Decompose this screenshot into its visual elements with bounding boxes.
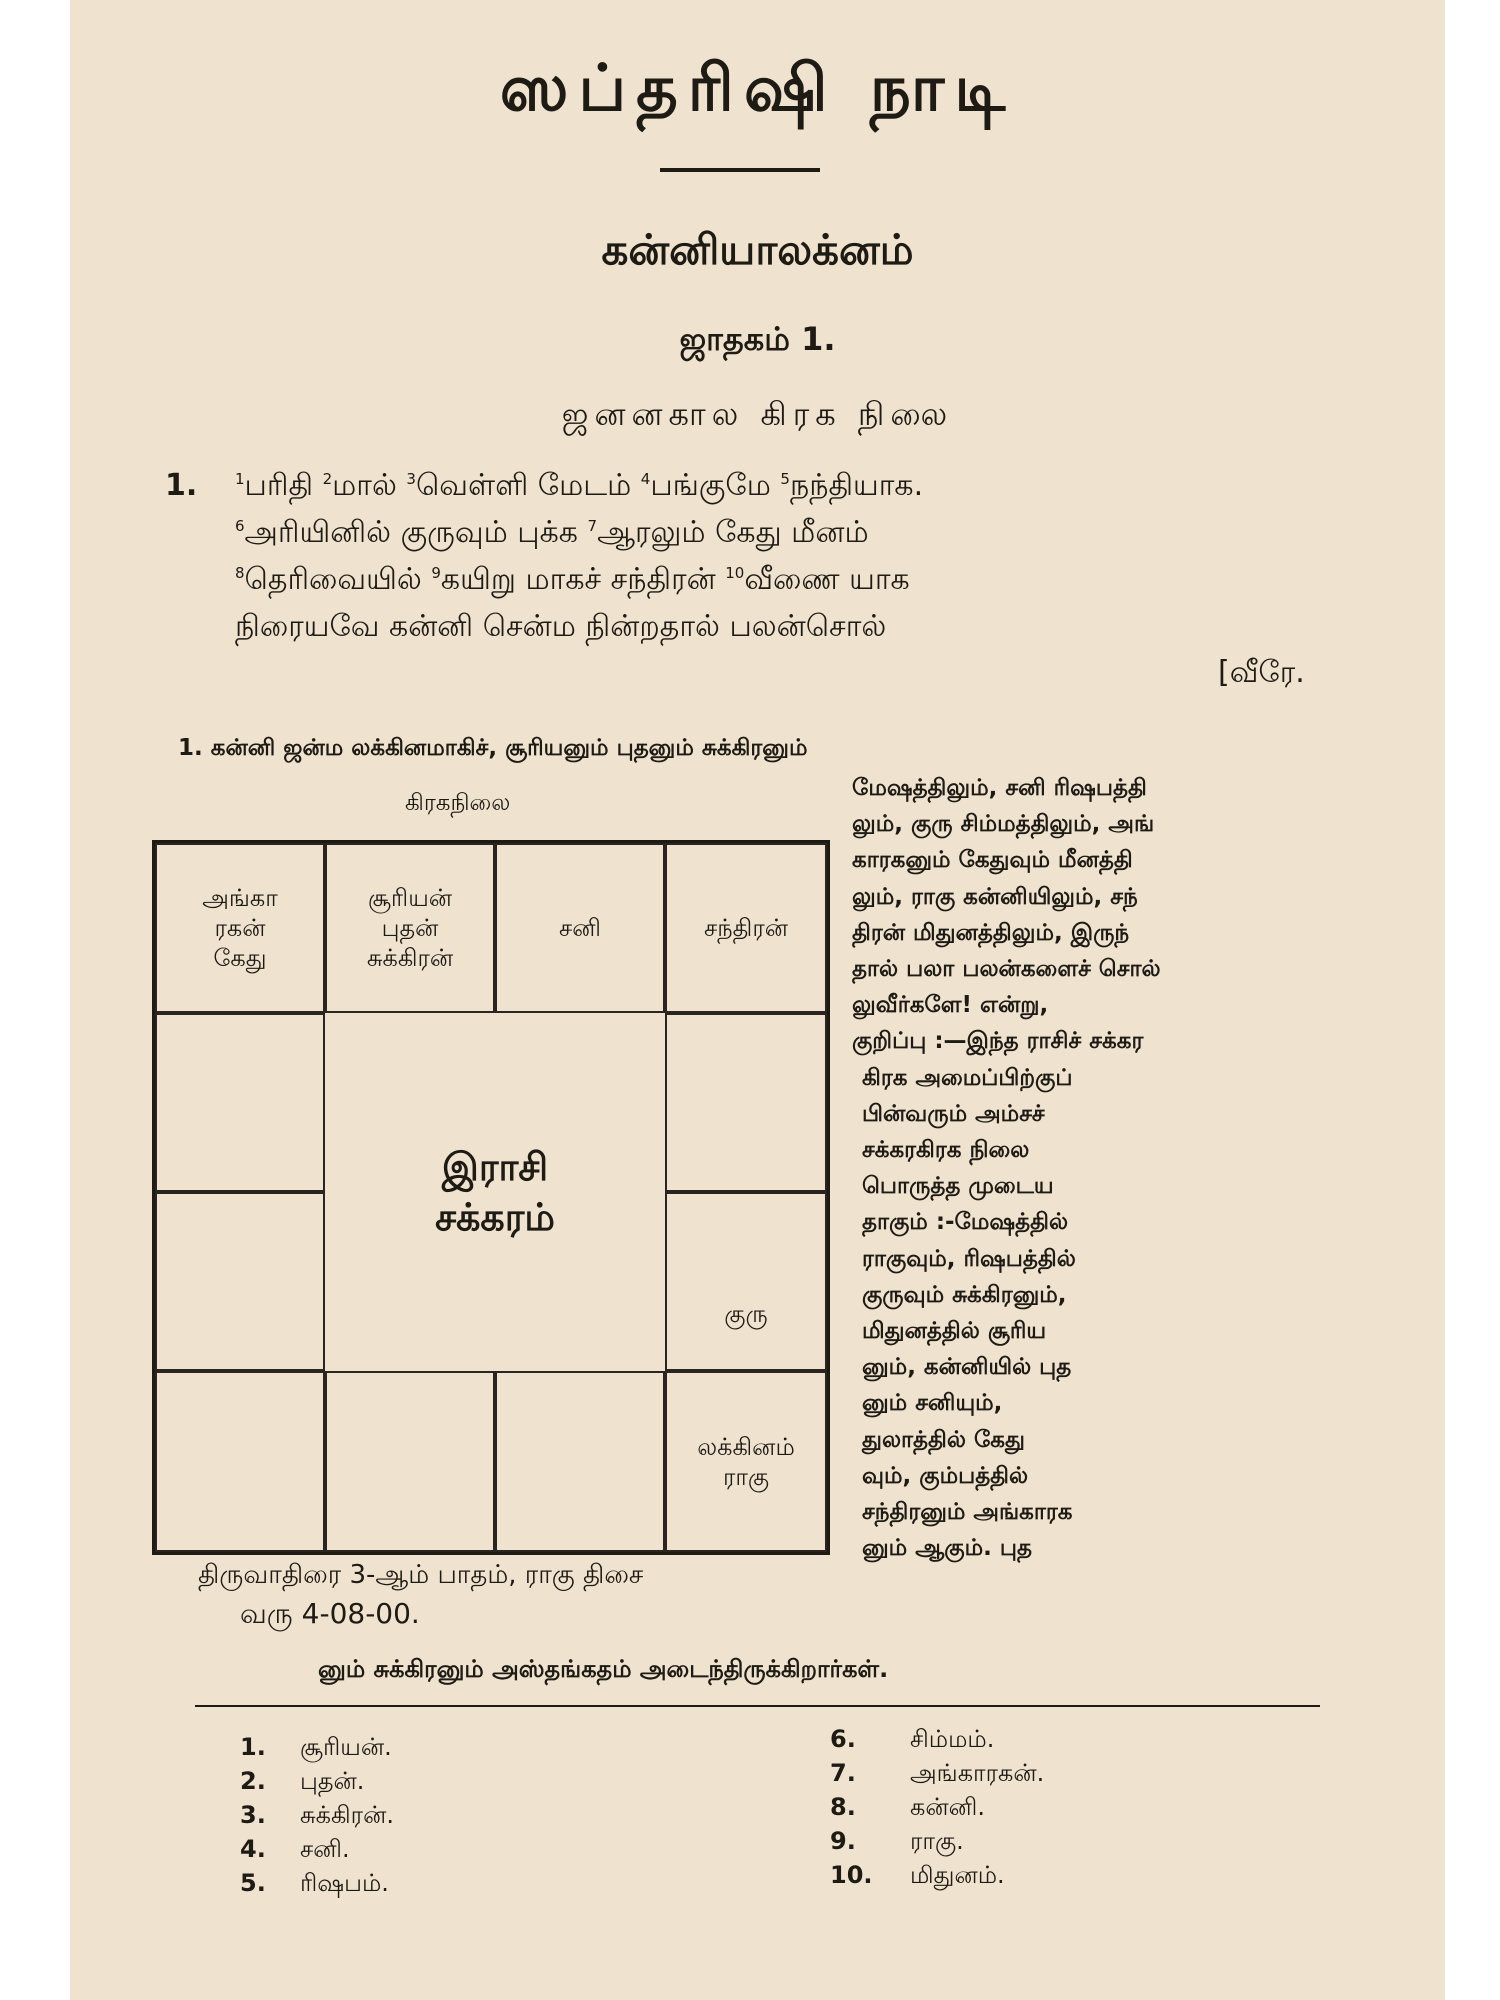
horoscope-heading: ஜாதகம் 1. [679, 320, 836, 358]
chapter-heading: கன்னியாலக்னம் [601, 225, 914, 274]
rasi-center-label: இராசி [441, 1145, 549, 1189]
footnote-marker: 2 [322, 470, 333, 488]
commentary-line: பின்வரும் அம்சச் [862, 1100, 1045, 1127]
verse-line: நிரையவே கன்னி சென்ம நின்றதால் பலன்சொல் [235, 609, 887, 644]
footnotes-right [830, 1722, 1044, 1892]
rasi-cell-leo: குரு [665, 1192, 827, 1371]
footnote-item: 9. ராகு. [830, 1827, 964, 1855]
commentary-line: 1. கன்னி ஜன்ம லக்கினமாகிச், சூரியனும் புதனும் சுக்கிரனும் [178, 735, 808, 761]
commentary-line: னும் ஆகும். புத [862, 1535, 1032, 1562]
commentary-line: லும், குரு சிம்மத்திலும், அங் [852, 811, 1155, 838]
commentary-line: மிதுனத்தில் சூரிய [862, 1318, 1047, 1345]
verse-number: 1. [165, 468, 198, 503]
rasi-cell-libra [495, 1371, 665, 1552]
footnote-marker: 3 [406, 470, 416, 488]
footnote-marker: 10 [725, 564, 745, 582]
commentary-line: சக்கரகிரக நிலை [862, 1137, 1030, 1164]
rasi-cell-capricorn [155, 1192, 325, 1371]
commentary-line: குருவும் சுக்கிரனும், [862, 1281, 1067, 1308]
rasi-cell-scorpio [325, 1371, 495, 1552]
footnote-item: 7. அங்காரகன். [830, 1759, 1045, 1787]
commentary-line: குறிப்பு :—இந்த ராசிச் சக்கர [852, 1028, 1144, 1055]
footnote-item: 1. சூரியன். [240, 1733, 392, 1761]
commentary-line: சந்திரனும் அங்காரக [862, 1499, 1073, 1526]
rasi-chart-center [325, 1013, 665, 1371]
commentary-line: திரன் மிதுனத்திலும், இருந் [852, 919, 1130, 946]
verse-text: மால் [332, 468, 407, 503]
rasi-cell-aquarius [155, 1013, 325, 1192]
verse-text: நந்தியாக. [789, 468, 924, 503]
commentary-line: ராகுவும், ரிஷபத்தில் [862, 1245, 1076, 1272]
chart-caption: கிரகநிலை [405, 790, 511, 816]
rasi-cell-aries: சூரியன் புதன் சுக்கிரன் [325, 843, 495, 1013]
rasi-cell-sagittarius [155, 1371, 325, 1552]
footnote-marker: 8 [235, 564, 245, 582]
footnote-item: 3. சுக்கிரன். [240, 1801, 394, 1829]
commentary-line: னும், கன்னியில் புத [862, 1354, 1072, 1381]
footnotes-left [240, 1730, 394, 1900]
verse-text: ஆரலும் கேது மீனம் [597, 515, 869, 550]
footnote-marker: 9 [431, 564, 441, 582]
verse-text: அரியினில் குருவும் புக்க [244, 515, 588, 550]
commentary-column [852, 770, 1161, 1566]
verse-line-end: [வீரே. [1218, 655, 1305, 690]
footnote-item: 6. சிம்மம். [830, 1725, 995, 1753]
birth-position-heading: ஜனனகால கிரக நிலை [561, 395, 954, 433]
verse-line [235, 562, 910, 601]
verse-text: வெள்ளி மேடம் [415, 468, 641, 503]
title-divider [660, 168, 820, 172]
commentary-line: கிரக அமைப்பிற்குப் [862, 1064, 1073, 1091]
commentary-line: லும், ராகு கன்னியிலும், சந் [852, 883, 1138, 910]
verse-text: பரிதி [244, 468, 323, 503]
footnote-marker: 4 [640, 470, 651, 488]
verse-text: வீணை யாக [744, 562, 910, 597]
footnote-divider [195, 1705, 1320, 1707]
book-page [70, 0, 1445, 2000]
rasi-cell-taurus: சனி [495, 843, 665, 1013]
dasa-balance: வரு 4-08-00. [240, 1597, 420, 1630]
commentary-line: தால் பலா பலன்களைச் சொல் [852, 956, 1161, 983]
verse-text: தெரிவையில் [244, 562, 432, 597]
page-title: ஸப்தரிஷி நாடி [499, 52, 1016, 126]
commentary-line: காரகனும் கேதுவும் மீனத்தி [852, 847, 1133, 874]
verse-line [235, 515, 869, 554]
verse-text: பங்குமே [650, 468, 781, 503]
commentary-line: மேஷத்திலும், சனி ரிஷபத்தி [852, 775, 1147, 801]
rasi-cell-gemini: சந்திரன் [665, 843, 827, 1013]
rasi-chart [152, 840, 830, 1555]
footnote-marker: 1 [235, 470, 245, 488]
rasi-cell-virgo: லக்கினம் ராகு [665, 1371, 827, 1552]
verse-text: கயிறு மாகச் சந்திரன் [440, 562, 726, 597]
footnote-item: 8. கன்னி. [830, 1793, 985, 1821]
commentary-line: வும், கும்பத்தில் [862, 1462, 1029, 1489]
commentary-line: னும் சனியும், [862, 1390, 1003, 1417]
commentary-line: னும் சுக்கிரனும் அஸ்தங்கதம் அடைந்திருக்கிறார்கள். [318, 1655, 889, 1683]
footnote-item: 10. மிதுனம். [830, 1861, 1005, 1889]
dasa-line: திருவாதிரை 3-ஆம் பாதம், ராகு திசை [198, 1560, 644, 1590]
footnote-item: 5. ரிஷபம். [240, 1869, 389, 1897]
footnote-item: 2. புதன். [240, 1767, 365, 1795]
footnote-marker: 6 [235, 517, 245, 535]
footnote-marker: 5 [780, 470, 790, 488]
commentary-line: பொருத்த முடைய [862, 1173, 1054, 1200]
rasi-cell-pisces: அங்கா ரகன் கேது [155, 843, 325, 1013]
rasi-cell-cancer [665, 1013, 827, 1192]
rasi-center-label: சக்கரம் [435, 1195, 555, 1239]
verse-line [235, 468, 923, 507]
commentary-line: லுவீர்களே! என்று, [852, 992, 1049, 1019]
commentary-line: துலாத்தில் கேது [862, 1426, 1025, 1453]
footnote-item: 4. சனி. [240, 1835, 350, 1863]
commentary-line: தாகும் :-மேஷத்தில் [862, 1209, 1069, 1236]
footnote-marker: 7 [587, 517, 598, 535]
